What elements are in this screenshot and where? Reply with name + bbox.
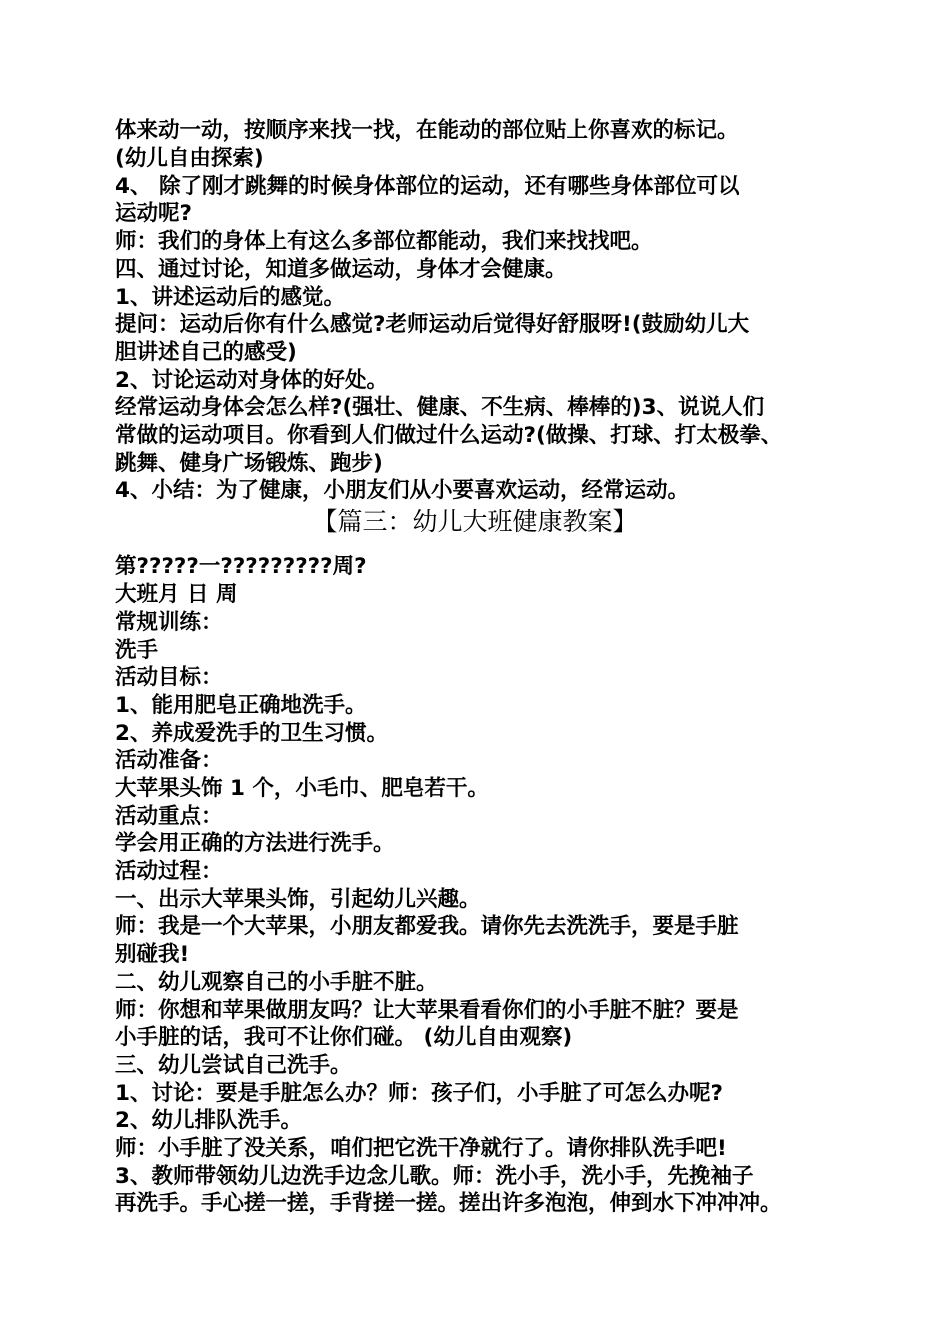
section-heading: 【篇三：幼儿大班健康教案】: [312, 507, 638, 536]
text-line: 师：我是一个大苹果，小朋友都爱我。请你先去洗洗手，要是手脏: [115, 914, 739, 939]
text-line: 四、通过讨论，知道多做运动，身体才会健康。: [115, 257, 567, 282]
text-line: 再洗手。手心搓一搓，手背搓一搓。搓出许多泡泡，伸到水下冲冲冲。: [115, 1191, 782, 1216]
text-line: 别碰我!: [115, 942, 190, 967]
text-line: 第?????一?????????周?: [115, 554, 367, 579]
text-line: 体来动一动，按顺序来找一找，在能动的部位贴上你喜欢的标记。: [115, 118, 739, 143]
text-line: 大班月 日 周: [115, 582, 238, 607]
text-line: 2、幼儿排队洗手。: [115, 1108, 302, 1133]
text-line: 一、出示大苹果头饰，引起幼儿兴趣。: [115, 887, 481, 912]
text-line: 1、能用肥皂正确地洗手。: [115, 693, 367, 718]
text-line: 2、讨论运动对身体的好处。: [115, 368, 388, 393]
text-line: 1、讨论：要是手脏怎么办？师：孩子们，小手脏了可怎么办呢?: [115, 1081, 723, 1106]
text-line: (幼儿自由探索): [115, 146, 264, 171]
text-line: 4、 除了刚才跳舞的时候身体部位的运动，还有哪些身体部位可以: [115, 174, 740, 199]
text-line: 活动重点：: [115, 804, 223, 829]
text-line: 运动呢?: [115, 201, 192, 226]
text-line: 师：你想和苹果做朋友吗？让大苹果看看你们的小手脏不脏？要是: [115, 998, 739, 1023]
text-line: 2、养成爱洗手的卫生习惯。: [115, 721, 388, 746]
text-line: 跳舞、健身广场锻炼、跑步): [115, 451, 383, 476]
text-line: 师：我们的身体上有这么多部位都能动，我们来找找吧。: [115, 229, 653, 254]
text-line: 活动准备：: [115, 748, 223, 773]
text-line: 大苹果头饰 1 个，小毛巾、肥皂若干。: [115, 776, 489, 801]
text-line: 4、小结：为了健康，小朋友们从小要喜欢运动，经常运动。: [115, 478, 689, 503]
text-line: 师：小手脏了没关系，咱们把它洗干净就行了。请你排队洗手吧!: [115, 1136, 727, 1161]
text-line: 三、幼儿尝试自己洗手。: [115, 1053, 352, 1078]
text-line: 活动目标：: [115, 665, 223, 690]
text-line: 3、教师带领幼儿边洗手边念儿歌。师：洗小手，洗小手，先挽袖子: [115, 1164, 754, 1189]
text-line: 学会用正确的方法进行洗手。: [115, 831, 395, 856]
text-line: 胆讲述自己的感受): [115, 340, 297, 365]
text-line: 1、讲述运动后的感觉。: [115, 285, 345, 310]
text-line: 小手脏的话，我可不让你们碰。 (幼儿自由观察): [115, 1025, 573, 1050]
text-line: 常规训练：: [115, 610, 223, 635]
text-line: 活动过程：: [115, 859, 223, 884]
text-line: 二、幼儿观察自己的小手脏不脏。: [115, 970, 438, 995]
text-line: 提问：运动后你有什么感觉?老师运动后觉得好舒服呀!(鼓励幼儿大: [115, 312, 750, 337]
text-line: 常做的运动项目。你看到人们做过什么运动?(做操、打球、打太极拳、: [115, 423, 783, 448]
text-line: 洗手: [115, 638, 159, 663]
text-line: 经常运动身体会怎么样?(强壮、健康、不生病、棒棒的)3、说说人们: [115, 395, 765, 420]
